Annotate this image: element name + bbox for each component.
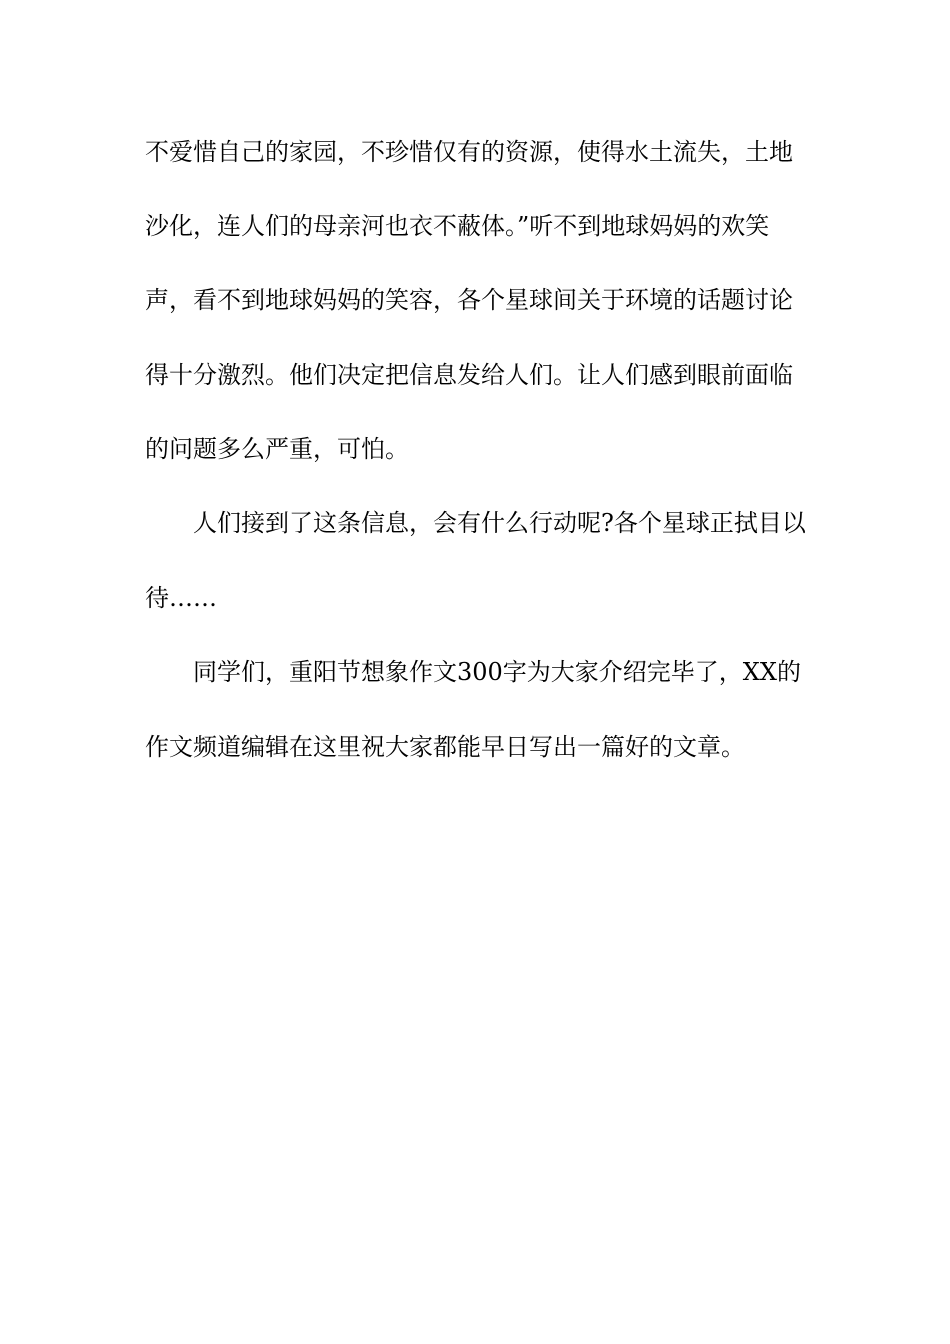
paragraph-2-line-1: 人们接到了这条信息，会有什么行动呢?各个星球正拭目以 — [193, 509, 806, 537]
paragraph-1-line-5: 的问题多么严重，可怕。 — [145, 435, 409, 463]
paragraph-2-line-2: 待…… — [145, 584, 217, 612]
paragraph-3-line-1: 同学们，重阳节想象作文300字为大家介绍完毕了，XX的 — [193, 658, 801, 686]
paragraph-1-line-1: 不爱惜自己的家园，不珍惜仅有的资源，使得水土流失，土地 — [145, 138, 793, 166]
paragraph-1-line-3: 声，看不到地球妈妈的笑容，各个星球间关于环境的话题讨论 — [145, 286, 793, 314]
paragraph-3-line-2: 作文频道编辑在这里祝大家都能早日写出一篇好的文章。 — [145, 733, 745, 761]
paragraph-1-line-2: 沙化，连人们的母亲河也衣不蔽体。”听不到地球妈妈的欢笑 — [145, 212, 770, 240]
paragraph-1-line-4: 得十分激烈。他们决定把信息发给人们。让人们感到眼前面临 — [145, 361, 793, 389]
